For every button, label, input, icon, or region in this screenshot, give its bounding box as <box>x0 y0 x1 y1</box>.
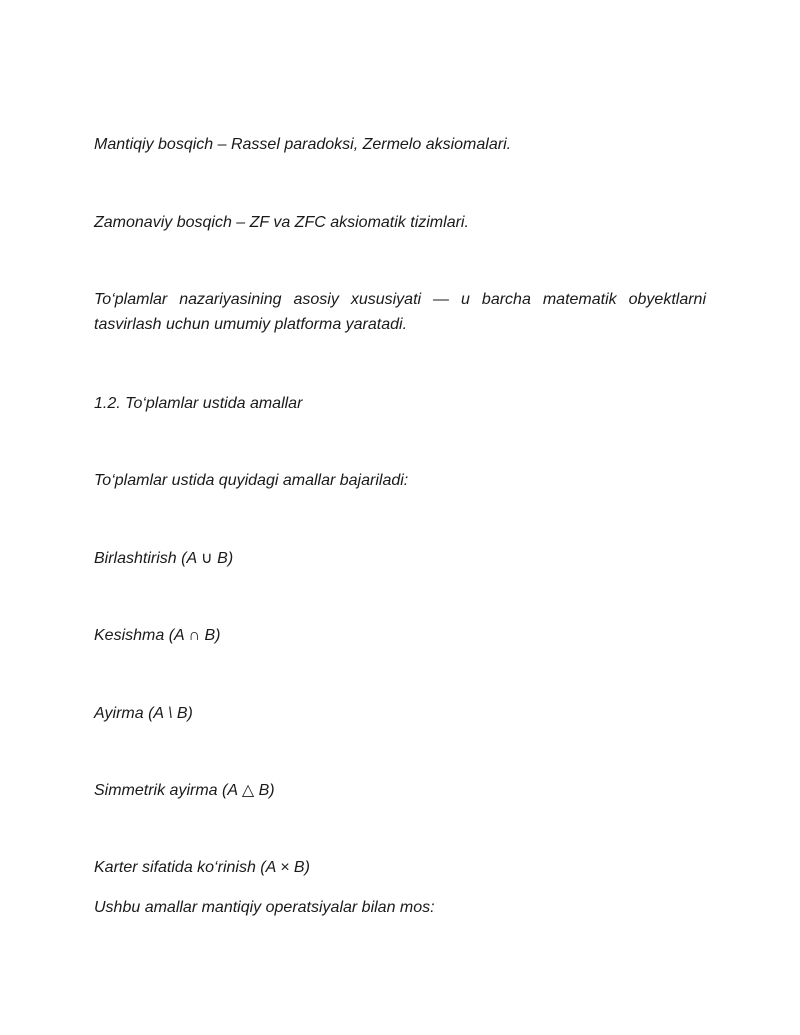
operation-difference: Ayirma (A \ B) <box>94 705 193 722</box>
paragraph-operations-intro: To‘plamlar ustida quyidagi amallar bajariladi: <box>94 472 409 489</box>
operation-symmetric-difference: Simmetrik ayirma (A △ B) <box>94 782 275 799</box>
paragraph-logical-stage: Mantiqiy bosqich – Rassel paradoksi, Zermelo aksiomalari. <box>94 136 512 153</box>
section-heading: 1.2. To‘plamlar ustida amallar <box>94 395 303 412</box>
paragraph-set-theory-feature: To‘plamlar nazariyasining asosiy xususiyati — u barcha matematik obyektlarni tasvirlash uchun umumiy platforma yaratadi. <box>94 291 706 333</box>
paragraph-modern-stage: Zamonaviy bosqich – ZF va ZFC aksiomatik tizimlari. <box>94 214 469 231</box>
paragraph-logic-correspondence: Ushbu amallar mantiqiy operatsiyalar bilan mos: <box>94 899 435 916</box>
operation-intersection: Kesishma (A ∩ B) <box>94 627 221 644</box>
operation-union: Birlashtirish (A ∪ B) <box>94 550 234 567</box>
operation-cartesian-product: Karter sifatida ko‘rinish (A × B) <box>94 859 310 876</box>
